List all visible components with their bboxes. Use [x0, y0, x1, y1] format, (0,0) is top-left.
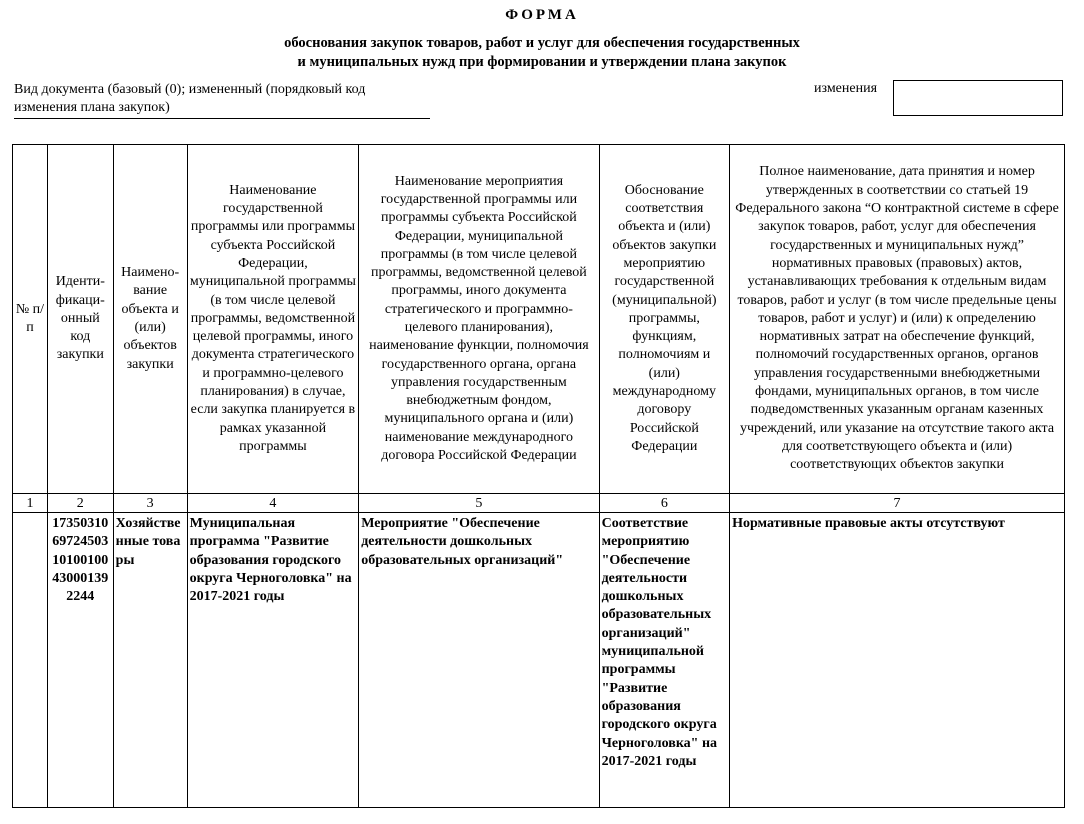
header-col-1: № п/п: [13, 145, 48, 494]
form-subtitle-line1: обоснования закупок товаров, работ и услуг для обеспечения государственных: [284, 35, 800, 51]
header-col-7: Полное наименование, дата принятия и номер утвержденных в соответствии со статьей 19 Федерального закона “О контрактной системе в сфере закупок товаров, работ, услуг для обеспечения государственных и муниципальных нужд” нормативных правовых (правовых) актов, устанавливающих требования к отдельным видам товаров, работ и услуг (в том числе предельные цены товаров, работ и услуг) и (или) к определению нормативных затрат на обеспечение функций, полномочий государственных органов, органов управления государственными внебюджетными фондами, муниципальных органов, в том числе подведомственных указанным органам казенных учреждений, или указание на отсутствие такого акта для соответствующего объекта и (или) соответствующих объектов закупки: [730, 145, 1065, 494]
change-label: изменения: [814, 81, 878, 96]
column-number-row: [13, 494, 1065, 513]
header-col-4: Наименование государственной программы или программы субъекта Российской Федерации, муниципальной программы (в том числе целевой программы, ведомственной целевой программы, иного документа стратегического и программно-целевого планирования) в случае, если закупка планируется в рамках указанной программы: [187, 145, 359, 494]
cell-row-number: [13, 513, 48, 808]
cell-purchase-code: 173503106972450310100100430001392244: [47, 513, 113, 808]
justification-table: [12, 144, 1065, 808]
header-col-3: Наимено-вание объекта и (или) объектов закупки: [113, 145, 187, 494]
col-number-5: 5: [359, 494, 599, 513]
col-number-4: 4: [187, 494, 359, 513]
cell-legal-acts: Нормативные правовые акты отсутствуют: [730, 513, 1065, 808]
form-subtitle-line2: и муниципальных нужд при формировании и утверждении плана закупок: [297, 54, 787, 70]
cell-program-name: Муниципальная программа "Развитие образования городского округа Черноголовка" на 2017-2021 годы: [187, 513, 359, 808]
change-code-field[interactable]: [893, 80, 1063, 116]
document-type-label: Вид документа (базовый (0); измененный (порядковый код изменения плана закупок): [14, 81, 430, 119]
table-row: [13, 513, 1065, 808]
col-number-6: 6: [599, 494, 729, 513]
col-number-2: 2: [47, 494, 113, 513]
cell-event-name: Мероприятие "Обеспечение деятельности дошкольных образовательных организаций": [359, 513, 599, 808]
cell-justification: Соответствие мероприятию "Обеспечение деятельности дошкольных образовательных организаций" муниципальной программы "Развитие образования городского округа Черноголовка" на 2017-2021 годы: [599, 513, 729, 808]
table-header-row: [13, 145, 1065, 494]
form-title: ФОРМА: [505, 7, 579, 23]
header-col-2: Иденти-фикаци-онный код закупки: [47, 145, 113, 494]
col-number-7: 7: [730, 494, 1065, 513]
header-col-5: Наименование мероприятия государственной программы или программы субъекта Российской Федерации, муниципальной программы (в том числе целевой программы, ведомственной целевой программы, иного документа стратегического и программно-целевого планирования), наименование функции, полномочия государственного органа, органа управления государственным внебюджетным фондом, муниципального органа и (или) наименование международного договора Российской Федерации: [359, 145, 599, 494]
col-number-3: 3: [113, 494, 187, 513]
col-number-1: 1: [13, 494, 48, 513]
header-col-6: Обоснование соответствия объекта и (или) объектов закупки мероприятию государственной (муниципальной) программы, функциям, полномочиям и (или) международному договору Российской Федерации: [599, 145, 729, 494]
cell-purchase-object: Хозяйственные товары: [113, 513, 187, 808]
